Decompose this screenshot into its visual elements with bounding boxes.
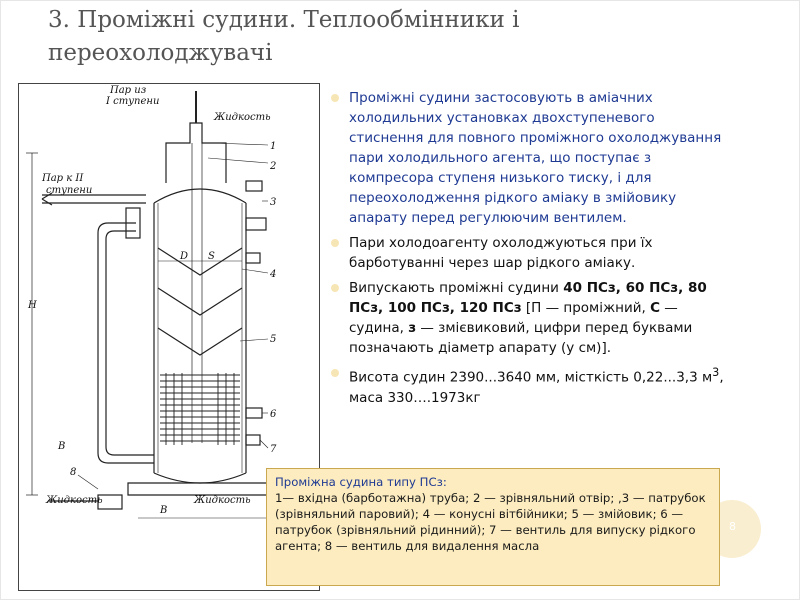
bullet3-pre: Випускають проміжні судини (349, 280, 564, 296)
bullet-text-1: Проміжні судини застосовують в аміачних холодильних установках двохступеневого стиснення для повного проміжного охолоджування пари холодильного агента, що поступає з компресора ступеня низького тиску, і для переохолодження рідкого аміаку в змійовику апарату перед регулюючим вентилем. (349, 90, 722, 226)
bullet-dot-icon (331, 284, 339, 292)
label-num-8: 8 (70, 467, 77, 478)
bullet4-pre: Висота судин 2390...3640 мм, місткість 0,22...3,3 м (349, 369, 713, 386)
bullet-text-2: Пари холодоагенту охолоджуються при їх барботуванні через шар рідкого аміаку. (349, 235, 653, 271)
label-diameter: D (180, 251, 189, 262)
bullet3-c-letter: С (650, 300, 661, 316)
label-steam-in-1: Пар из (110, 85, 147, 96)
bullet-dot-icon (331, 239, 339, 247)
bullet3-z-letter: з (408, 320, 417, 336)
bullet-dot-icon (331, 369, 339, 377)
label-liquid-br: Жидкость (194, 495, 251, 506)
label-b-lower: B (160, 505, 168, 516)
bullet3-mid1: [П — проміжний, (521, 300, 651, 316)
bullet3-mid2: — судина, (349, 300, 678, 336)
caption-title: Проміжна судина типу ПСз: (275, 475, 447, 489)
bullet-item (327, 88, 727, 228)
label-steam-out-1: Пар к II (42, 173, 84, 184)
label-wall: S (208, 251, 215, 262)
bullet-item (327, 363, 727, 408)
label-num-3: 3 (270, 197, 277, 208)
bullet-item (327, 233, 727, 273)
bullet-dot-icon (331, 94, 339, 102)
label-num-4: 4 (270, 269, 277, 280)
label-num-7: 7 (270, 444, 277, 455)
label-height: H (28, 300, 37, 311)
label-num-6: 6 (270, 409, 277, 420)
bullet4-sup: 3 (712, 366, 720, 379)
label-num-5: 5 (270, 334, 277, 345)
label-liquid-bl: Жидкость (46, 495, 103, 506)
slide-title: 3. Проміжні судини. Теплообмінники і переохолоджувачі (48, 7, 520, 66)
bullet4-post: , маса 330….1973кг (349, 369, 724, 406)
label-num-2: 2 (270, 161, 277, 172)
label-steam-in-2: I ступени (106, 96, 160, 107)
label-num-1: 1 (270, 141, 277, 152)
bullet-list (327, 88, 727, 413)
caption-box (266, 468, 720, 586)
label-liquid-top: Жидкость (214, 112, 271, 123)
label-steam-out-2: ступени (46, 185, 93, 196)
caption-text: 1— вхідна (барботажна) труба; 2 — зрівняльний отвір; ,3 — патрубок (зрівняльний паровий); 4 — конусні вітбійники; 5 — змійовик; 6 — патрубок (зрівняльний рідинний); 7 — вентиль для випуску рідкого агента; 8 — вентиль для видалення масла (275, 491, 706, 553)
slide-number: 8 (729, 520, 736, 533)
bullet-item (327, 278, 727, 358)
label-b-upper: B (58, 441, 66, 452)
bullet3-models: 40 ПСз, 60 ПСз, 80 ПСз, 100 ПСз, 120 ПСз (349, 280, 707, 316)
bullet3-post: — змієвиковий, цифри перед буквами позначають діаметр апарату (у см)]. (349, 320, 693, 356)
